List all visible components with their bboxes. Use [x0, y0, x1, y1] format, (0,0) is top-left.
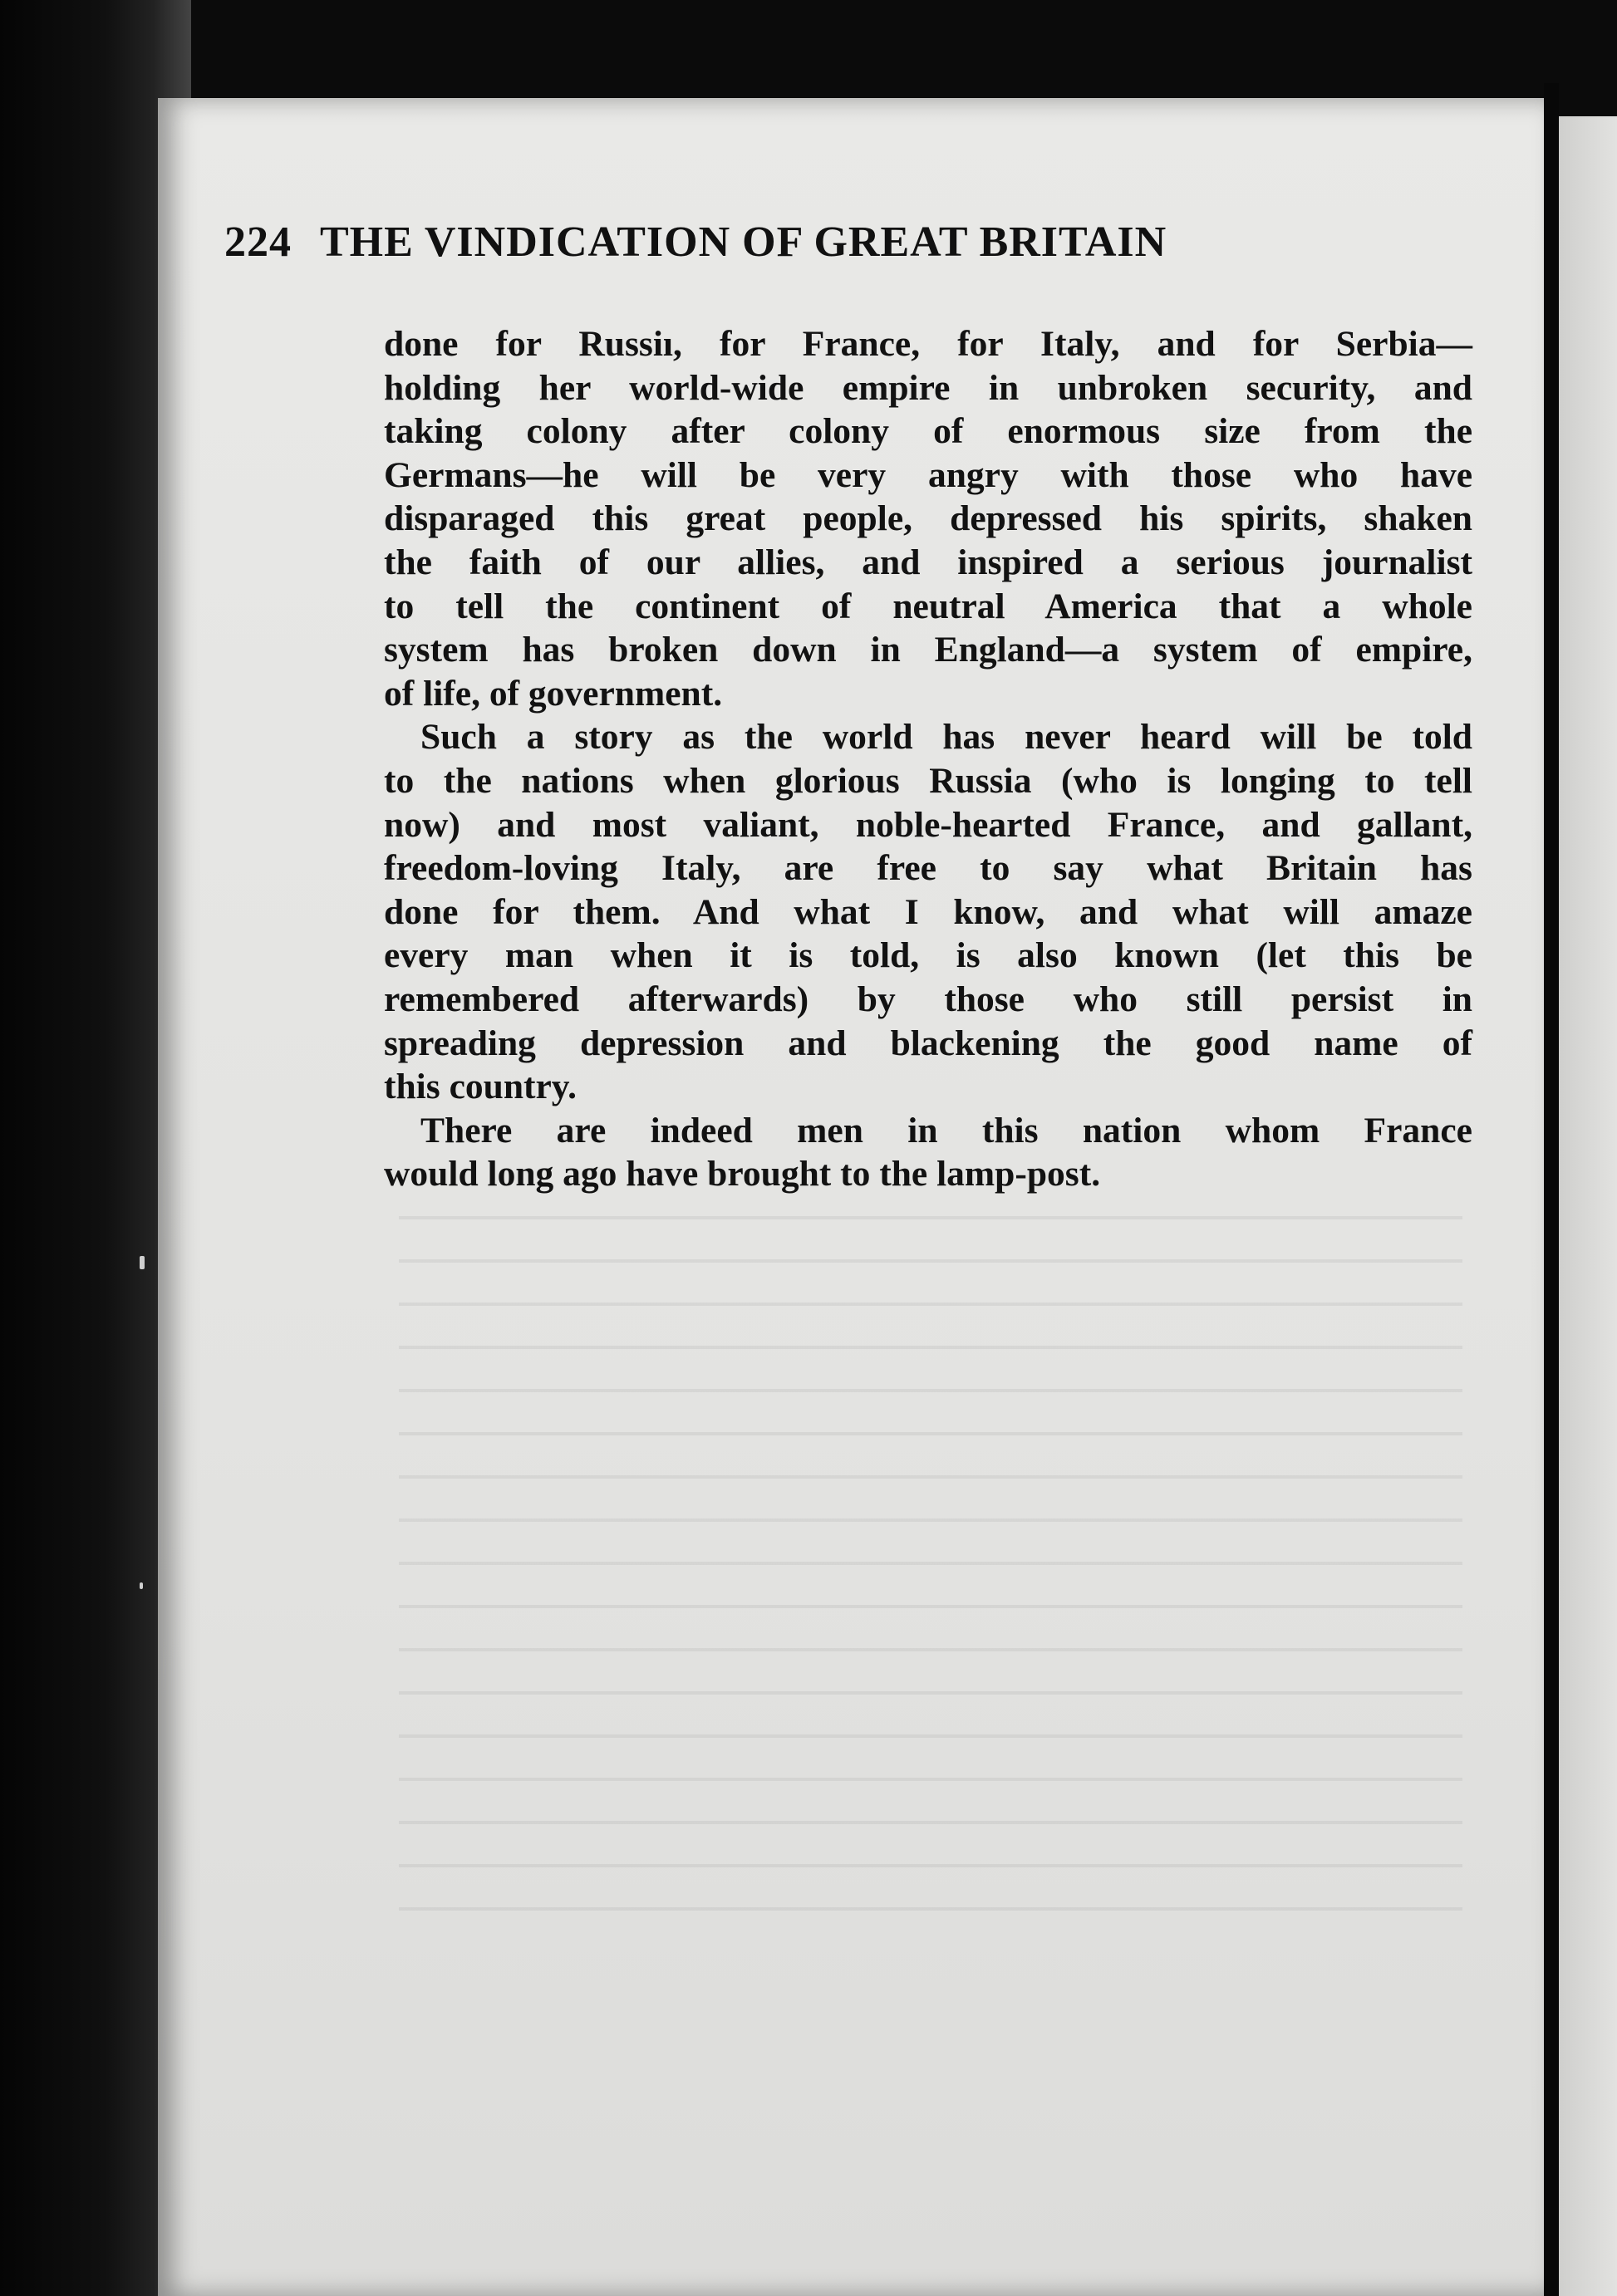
text-line: Such a story as the world has never heard will be told — [420, 717, 1472, 758]
text-line: spreading depression and blackening the good name of — [384, 1023, 1472, 1063]
paragraph — [384, 322, 1472, 715]
text-line: of life, of government. — [384, 673, 723, 714]
text-line: this country. — [384, 1067, 578, 1107]
text-line: disparaged this great people, depressed his spirits, shaken — [384, 498, 1472, 539]
text-line: the faith of our allies, and inspired a serious journalist — [384, 542, 1472, 582]
show-through-texture — [399, 1188, 1462, 1935]
running-title: THE VINDICATION OF GREAT BRITAIN — [320, 218, 1167, 266]
page-number: 224 — [224, 218, 292, 266]
text-line: Germans—he will be very angry with those who have — [384, 454, 1472, 495]
text-line: would long ago have brought to the lamp-post. — [384, 1154, 1101, 1195]
text-line: done for them. And what I know, and what will amaze — [384, 891, 1472, 932]
text-line: remembered afterwards) by those who still persist in — [384, 979, 1472, 1019]
text-line: system has broken down in England—a system of empire, — [384, 630, 1472, 670]
next-page-edge — [1559, 116, 1617, 2296]
running-header — [224, 218, 1471, 267]
spine-mark — [140, 1582, 143, 1589]
text-line: to the nations when glorious Russia (who is longing to tell — [384, 760, 1472, 801]
paragraph — [384, 1109, 1472, 1196]
text-line: freedom-loving Italy, are free to say what Britain has — [384, 848, 1472, 889]
text-line: done for Russiı, for France, for Italy, and for Serbia— — [384, 324, 1472, 364]
text-line: There are indeed men in this nation whom France — [420, 1110, 1472, 1150]
spine-mark — [140, 1256, 145, 1269]
body-text — [384, 322, 1472, 1196]
text-line: every man when it is told, is also known (let this be — [384, 935, 1472, 976]
text-line: holding her world-wide empire in unbroken security, and — [384, 367, 1472, 408]
text-line: taking colony after colony of enormous size from the — [384, 411, 1472, 452]
paragraph — [384, 715, 1472, 1108]
page-edge-shadow — [1544, 83, 1559, 2296]
text-line: now) and most valiant, noble-hearted France, and gallant, — [384, 804, 1472, 845]
text-line: to tell the continent of neutral America that a whole — [384, 586, 1472, 626]
